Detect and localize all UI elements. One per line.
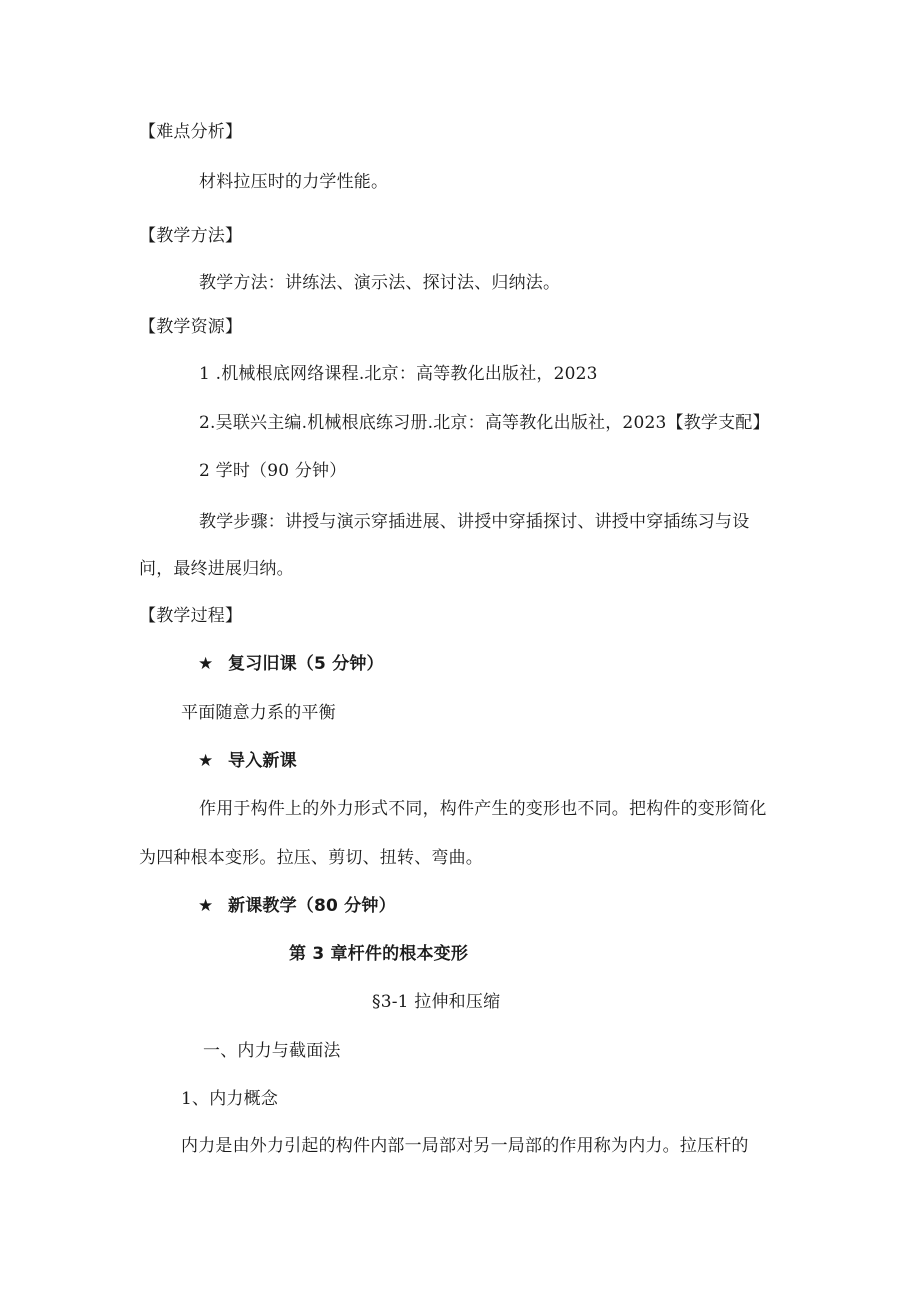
resource-item-1: 1 .机械根底网络课程.北京：高等教化出版社，2023 bbox=[199, 364, 598, 384]
section-title: §3-1 拉伸和压缩 bbox=[372, 992, 501, 1012]
intro-title: 导入新课 bbox=[228, 751, 297, 771]
new-lesson-title: 新课教学（80 分钟） bbox=[228, 896, 396, 916]
intro-text-line-1: 作用于构件上的外力形式不同，构件产生的变形也不同。把构件的变形简化 bbox=[199, 799, 767, 819]
new-lesson-heading bbox=[198, 894, 396, 918]
teaching-steps-line-1: 教学步骤：讲授与演示穿插进展、讲授中穿插探讨、讲授中穿插练习与设 bbox=[199, 512, 750, 532]
star-icon: ★ bbox=[198, 896, 214, 916]
chapter-title: 第 3 章杆件的根本变形 bbox=[289, 944, 469, 964]
heading-process: 【教学过程】 bbox=[139, 606, 243, 626]
resource-item-2: 2.吴联兴主编.机械根底练习册.北京：高等教化出版社，2023【教学支配】 bbox=[199, 413, 770, 433]
heading-difficulty: 【难点分析】 bbox=[139, 122, 243, 142]
method-text: 教学方法：讲练法、演示法、探讨法、归纳法。 bbox=[199, 273, 561, 293]
review-text: 平面随意力系的平衡 bbox=[181, 703, 336, 723]
intro-text-line-2: 为四种根本变形。拉压、剪切、扭转、弯曲。 bbox=[139, 848, 483, 868]
subsection-title: 一、内力与截面法 bbox=[203, 1041, 341, 1061]
review-title: 复习旧课（5 分钟） bbox=[228, 654, 384, 674]
intro-heading bbox=[198, 749, 297, 773]
heading-resources: 【教学资源】 bbox=[139, 317, 243, 337]
review-heading bbox=[198, 652, 384, 676]
star-icon: ★ bbox=[198, 654, 214, 674]
star-icon: ★ bbox=[198, 751, 214, 771]
inner-force-text: 内力是由外力引起的构件内部一局部对另一局部的作用称为内力。拉压杆的 bbox=[181, 1136, 749, 1156]
difficulty-text: 材料拉压时的力学性能。 bbox=[199, 172, 389, 192]
heading-method: 【教学方法】 bbox=[139, 226, 243, 246]
teaching-steps-line-2: 问，最终进展归纳。 bbox=[139, 559, 294, 579]
item-title: 1、内力概念 bbox=[181, 1089, 279, 1109]
class-hours: 2 学时（90 分钟） bbox=[199, 461, 347, 481]
